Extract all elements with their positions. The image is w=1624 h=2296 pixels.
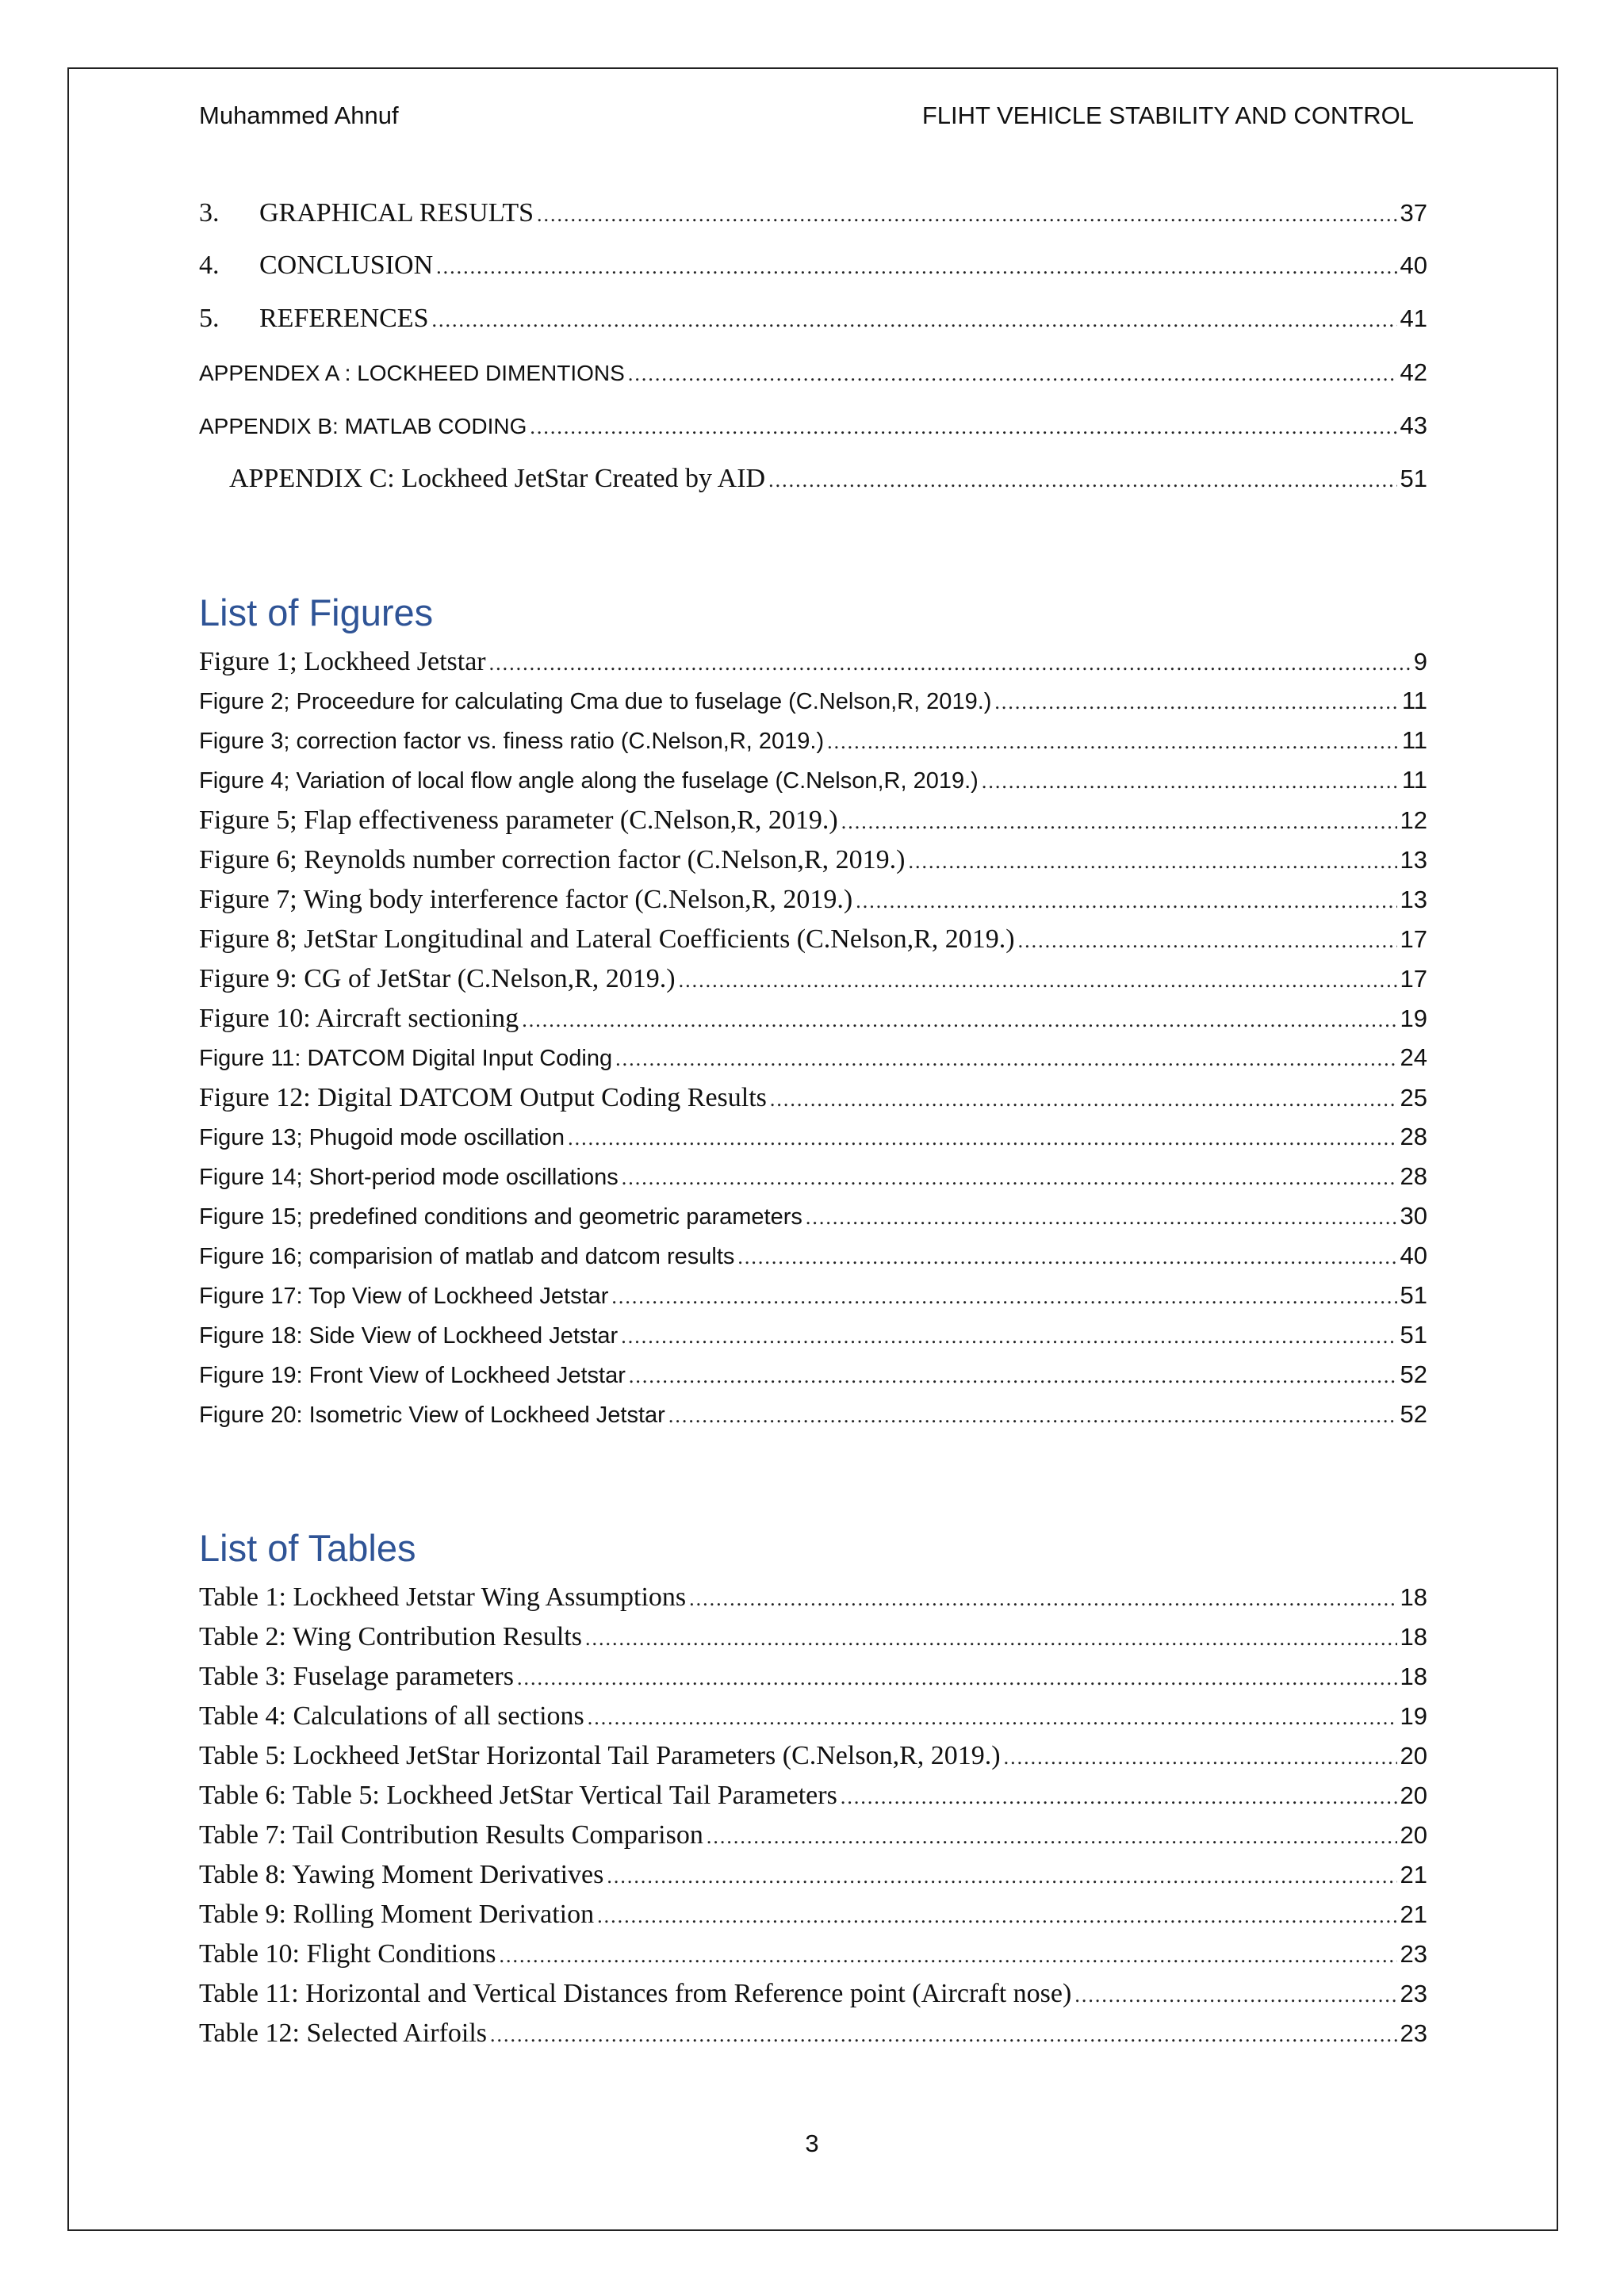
table-entry[interactable] [199,1662,1427,1701]
figure-entry-title: Figure 4; Variation of local flow angle along the fuselage (C.Nelson,R, 2019.) [199,768,979,794]
table-entry[interactable] [199,1820,1427,1860]
figure-entry-page: 51 [1400,1281,1427,1309]
figure-entry[interactable] [199,687,1427,726]
dot-leader [737,1246,1396,1269]
figure-entry[interactable] [199,1360,1427,1400]
table-entry-page: 20 [1400,1821,1427,1849]
dot-leader [629,1364,1397,1388]
table-entry-title: Table 5: Lockheed JetStar Horizontal Tail Parameters (C.Nelson,R, 2019.) [199,1741,1001,1770]
figure-entry-title: Figure 6; Reynolds number correction factor (C.Nelson,R, 2019.) [199,845,906,874]
figure-entry-title: Figure 12: Digital DATCOM Output Coding Results [199,1083,767,1112]
figure-entry-page: 9 [1413,648,1427,675]
figure-entry-title: Figure 7; Wing body interference factor (C.Nelson,R, 2019.) [199,885,853,914]
toc-entry-page: 42 [1400,358,1427,386]
dot-leader [841,810,1397,834]
page-header [199,101,1414,136]
dot-leader [585,1627,1397,1651]
header-author: Muhammed Ahnuf [199,101,399,129]
figure-entry[interactable] [199,1242,1427,1281]
figure-entry-page: 12 [1400,806,1427,834]
figure-entry[interactable] [199,964,1427,1004]
dot-leader [679,969,1397,993]
table-entry-title: Table 2: Wing Contribution Results [199,1622,582,1651]
figure-entry-page: 25 [1400,1084,1427,1112]
toc-entry-title: GRAPHICAL RESULTS [259,198,534,228]
dot-leader [1018,929,1397,953]
toc-entry-title: CONCLUSION [259,251,434,280]
figure-entry-page: 28 [1400,1123,1427,1150]
table-entry-page: 21 [1400,1861,1427,1888]
dot-leader [622,1166,1397,1190]
dot-leader [908,850,1396,874]
figure-entry-page: 40 [1400,1242,1427,1269]
table-entry-title: Table 7: Tail Contribution Results Comparison [199,1820,703,1850]
figure-entry[interactable] [199,1202,1427,1242]
toc-entry[interactable] [199,411,1427,451]
figure-entry-page: 17 [1400,965,1427,993]
dot-leader [588,1706,1397,1730]
dot-leader [827,730,1399,754]
figure-entry[interactable] [199,885,1427,924]
table-entry-title: Table 3: Fuselage parameters [199,1662,514,1691]
table-entry-page: 20 [1400,1781,1427,1809]
figure-entry-title: Figure 9: CG of JetStar (C.Nelson,R, 2019.) [199,964,676,993]
dot-leader [982,770,1399,794]
toc-entry-page: 51 [1400,465,1427,492]
figure-entry-title: Figure 13; Phugoid mode oscillation [199,1125,565,1150]
table-entry-title: Table 6: Table 5: Lockheed JetStar Vertical Tail Parameters [199,1781,837,1810]
toc-entry-title: APPENDEX A : LOCKHEED DIMENTIONS [199,361,625,385]
table-entry[interactable] [199,1741,1427,1781]
table-entry-title: Table 1: Lockheed Jetstar Wing Assumptions [199,1582,687,1612]
dot-leader [707,1825,1397,1849]
figure-entry-page: 30 [1400,1202,1427,1230]
figure-entry[interactable] [199,924,1427,964]
figure-entry-page: 17 [1400,925,1427,953]
figure-entry-page: 51 [1400,1321,1427,1349]
table-entry-page: 23 [1400,2019,1427,2047]
table-entry-title: Table 8: Yawing Moment Derivatives [199,1860,604,1889]
figure-entry[interactable] [199,1123,1427,1162]
figure-entry[interactable] [199,1321,1427,1360]
figure-entry-title: Figure 8; JetStar Longitudinal and Lateral Coefficients (C.Nelson,R, 2019.) [199,924,1015,954]
toc-entry-page: 40 [1400,251,1427,279]
header-course-title: FLIHT VEHICLE STABILITY AND CONTROL [921,101,1414,129]
figure-entry-title: Figure 3; correction factor vs. finess ratio (C.Nelson,R, 2019.) [199,729,825,754]
list-of-figures-heading: List of Figures [199,591,434,633]
toc-entry[interactable] [229,464,1427,503]
table-entry[interactable] [199,1900,1427,1939]
table-entry-page: 18 [1400,1623,1427,1651]
figure-entry[interactable] [199,1083,1427,1123]
dot-leader [597,1904,1396,1928]
figure-entry[interactable] [199,766,1427,806]
table-entry-title: Table 9: Rolling Moment Derivation [199,1900,595,1929]
dot-leader [621,1325,1396,1349]
dot-leader [615,1047,1396,1071]
table-entry-page: 23 [1400,1980,1427,2007]
figure-entry[interactable] [199,1043,1427,1083]
figure-entry[interactable] [199,1281,1427,1321]
figure-entry-title: Figure 18: Side View of Lockheed Jetstar [199,1323,619,1349]
dot-leader [568,1127,1396,1150]
dot-leader [530,415,1396,439]
dot-leader [522,1008,1396,1032]
dot-leader [841,1785,1397,1809]
table-entry[interactable] [199,1979,1427,2019]
table-entry-title: Table 12: Selected Airfoils [199,2019,488,2048]
figure-entry-page: 11 [1401,687,1427,714]
dot-leader [994,691,1398,714]
dot-leader [628,362,1397,386]
table-entry-title: Table 11: Horizontal and Vertical Distances from Reference point (Aircraft nose) [199,1979,1072,2008]
figure-entry[interactable] [199,845,1427,885]
figure-entry[interactable] [199,1162,1427,1202]
figure-entry-page: 11 [1401,726,1427,754]
figure-entry-title: Figure 16; comparision of matlab and datcom results [199,1244,735,1269]
figure-entry-page: 52 [1400,1400,1427,1428]
table-entry-page: 18 [1400,1583,1427,1611]
figure-entry[interactable] [199,647,1427,687]
toc-entry-title: REFERENCES [259,304,429,333]
dot-leader [499,1944,1396,1968]
figure-entry[interactable] [199,1400,1427,1440]
toc-entry[interactable] [199,358,1427,398]
toc-entry[interactable] [199,304,1427,343]
figure-entry-title: Figure 15; predefined conditions and geometric parameters [199,1204,802,1230]
dot-leader [537,203,1396,227]
figure-entry-title: Figure 14; Short-period mode oscillations [199,1165,619,1190]
toc-entry-page: 41 [1400,304,1427,332]
table-entry-page: 23 [1400,1940,1427,1968]
dot-leader [517,1667,1397,1690]
toc-entry-page: 37 [1400,199,1427,227]
table-entry[interactable] [199,1622,1427,1662]
toc-entry[interactable] [199,198,1427,238]
figure-entry-page: 24 [1400,1043,1427,1071]
toc-entry-title: APPENDIX C: Lockheed JetStar Created by AID [229,464,766,493]
toc-entry-title: APPENDIX B: MATLAB CODING [199,414,527,438]
page-number: 3 [805,2130,819,2157]
toc-entry[interactable] [199,251,1427,290]
dot-leader [611,1285,1396,1309]
figure-entry[interactable] [199,806,1427,845]
figure-entry-title: Figure 17: Top View of Lockheed Jetstar [199,1284,609,1309]
dot-leader [1004,1746,1397,1770]
table-entry-title: Table 10: Flight Conditions [199,1939,496,1969]
table-entry[interactable] [199,1701,1427,1741]
dot-leader [490,2023,1396,2047]
toc-entry-number: 5. [199,304,220,333]
table-entry-page: 19 [1400,1702,1427,1730]
dot-leader [431,308,1396,332]
figure-entry-page: 11 [1401,766,1427,794]
figure-entry-title: Figure 1; Lockheed Jetstar [199,647,486,676]
dot-leader [856,890,1396,913]
list-of-tables-heading: List of Tables [199,1527,416,1569]
figure-entry-title: Figure 19: Front View of Lockheed Jetstar [199,1363,626,1388]
dot-leader [436,255,1396,279]
figure-entry-title: Figure 5; Flap effectiveness parameter (C.Nelson,R, 2019.) [199,806,838,835]
table-entry[interactable] [199,2019,1427,2058]
figure-entry-title: Figure 11: DATCOM Digital Input Coding [199,1046,613,1071]
figure-entry-title: Figure 10: Aircraft sectioning [199,1004,519,1033]
figure-entry-title: Figure 2; Proceedure for calculating Cma due to fuselage (C.Nelson,R, 2019.) [199,689,992,714]
dot-leader [1074,1984,1396,2007]
figure-entry-page: 28 [1400,1162,1427,1190]
table-entry-page: 21 [1400,1900,1427,1928]
table-entry[interactable] [199,1939,1427,1979]
dot-leader [806,1206,1397,1230]
toc-entry-number: 3. [199,198,220,228]
dot-leader [668,1404,1397,1428]
table-entry[interactable] [199,1781,1427,1820]
figure-entry-title: Figure 20: Isometric View of Lockheed Jetstar [199,1402,665,1428]
dot-leader [770,1088,1397,1112]
figure-entry-page: 13 [1400,886,1427,913]
table-entry-page: 20 [1400,1742,1427,1770]
dot-leader [689,1587,1396,1611]
table-entry-title: Table 4: Calculations of all sections [199,1701,584,1731]
figure-entry-page: 13 [1400,846,1427,874]
toc-entry-number: 4. [199,251,220,280]
dot-leader [607,1865,1396,1888]
figure-entry-page: 19 [1400,1004,1427,1032]
table-entry[interactable] [199,1860,1427,1900]
table-entry[interactable] [199,1582,1427,1622]
dot-leader [768,469,1396,492]
figure-entry[interactable] [199,726,1427,766]
toc-entry-page: 43 [1400,411,1427,439]
dot-leader [489,652,1411,675]
table-entry-page: 18 [1400,1663,1427,1690]
figure-entry-page: 52 [1400,1360,1427,1388]
figure-entry[interactable] [199,1004,1427,1043]
